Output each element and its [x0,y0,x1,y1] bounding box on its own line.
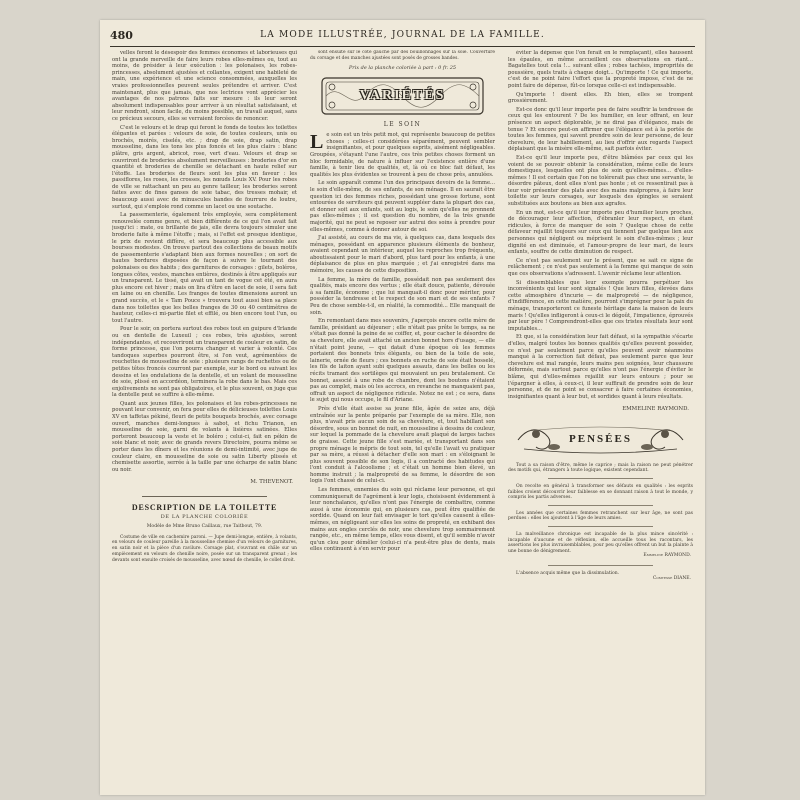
article-paragraph: J'ai assisté, au cours de ma vie, à quelques cas, dans lesquels des ménages, possédant en apparence plusieurs éléments de bonheur, avaient cependant un intérieur, auquel les reproches trop fréquents, aboutissaient pour le mari d'abord, plus tard pour les enfants, à une déplaisance de plus en plus marquée ; et j'ai enregistré dans ma mémoire, les causes de cette disposition. [310,235,495,275]
description-title: DESCRIPTION DE LA TOILETTE [131,503,278,512]
article-paragraph: éviter la dépense que l'on ferait en le remplaçant), elles haussent les épaules, en même accueillent ces observations en riant... Bagatelles tout cela !... suivant elles ; robes tachées, improprités de poussière, quels traits à chaque doigt... Qu'importe ! Ce qui importe, c'est de ne point faire l'effort que la propreté impose, c'est de ne point faire de dépense, fût-ce lorsque celle-ci est indispensable. [508,50,693,89]
magazine-page [100,20,705,795]
article-signature: EMMELINE RAYMOND. [622,406,689,413]
article-paragraph: La passementerie, également très employée, sera complètement renouvelée comme genre, et bien différente de ce qui l'on avait fait jusqu'ici : mate, ou brillante de jais, elle devra toujours simuler une broderie faite à même l'étoffe ; mais, si l'effet est presque identique, le prix de revient diffère, et sera beaucoup plus accessible aux bourses modestes. On trouve partout des collections de beaux motifs de passementerie s'adaptant bien aux formes nouvelles ; on sort de hautes bordures disposées de façon à suivre le tournant des polonaises ou des habits ; des garnitures de corsages : gilets, boléros, longues côtes, vestes, manches entières, destinés à être appliqués sur un transparent. Le tissé, qui avait un tant de vogue cet été, en aura plus encore cet hiver ; mais on lira d'être en lacet de soie, il sera fait en laine ou en chenille. Les franges de toutes dimensions auront un grand succès, et le « Tam Pouce » trouvera tout aussi bien sa place dans nos toilettes que les belles franges de 30 ou 40 centimètres de hauteur, celles-ci mi-partie filet et effilé, ou bien encore tout l'un, ou tout l'autre. [112,212,297,324]
column-right [508,50,693,790]
description-continuation: sont ensuite sur le côté gauche par des bouillonnages sur la soie. Couverture du corsage et des manches ajustées sont posés de grosses bandes. [310,50,495,61]
maxim-author: Comtesse DIANE. [652,575,691,581]
description-text: Costume de ville en cachemire paroni. — Jupe demi-longue, entière, à volants, en velours de couleur pareille à la mousseline chemise d'un velours de garnitures, en satin noir et la pièce d'un ravilure. Corsage plat, s'ouvrant en châle sur un empiècement en velours de chenille noire, posée sur un transparent grenat ; les devants sont ensuite croisés de mousseline, avec nœud de chenille, le collet droit. [112,534,297,563]
description-subtitle: DE LA PLANCHE COLORIÉE [160,514,249,520]
maxim-text: On recolte en général à transformer ses défauts en qualités : les esprits faibles croient découvrir leur faiblesse en se donnant raison à tout le monde, y compris les partis adverses. [508,484,693,501]
article-paragraph: En un mot, est-ce qu'il leur importe peu d'humilier leurs proches, de décourager leur affection, d'ébranler leur respect, en étant ridicules, à force de manquer de soin ? Quelque chose de cette défaveur rejaillit toujours sur ceux qui tiennent par quelque lien aux personnes qui négligent ou méprisent le soin d'elles-mêmes ; leur dignité en est diminuée, et l'amour-propre de leur mari, de leurs enfants, souffre de cette diminution de respect. [508,209,693,256]
article-paragraph: Et que, si la considération leur fait défaut, si la sympathie s'écarte d'elles, malgré toutes les bonnes qualités qu'elles peuvent posséder, ce n'est par seulement parce qu'elles peuvent avoir néanmoins manqué à la correction fait défaut, pas seulement parce que leur chevelure est mal rangée, leurs mains peu soignées, leur chaussure déformée, mais surtout parce qu'elles n'ont pas l'énergie d'éviter le blâme, qui d'elles-mêmes rejaillit sur leurs entours ; pour se l'épargner à elles, à ceux-ci, il leur suffirait de prendre soin de leur personne, et de ne point se consacrer à faire certaines économies, insignifiantes quant à leur but, et sordides quant à leurs résultats. [508,334,693,400]
column-middle [310,50,495,790]
page-number: 480 [110,29,133,42]
pensees-banner [514,423,687,457]
plate-price: Prix de la planche coloriée à part : 0 fr. 25 [348,64,457,71]
article-paragraph: e soin est un très petit mot, qui représente beaucoup de petites choses ; celles-ci considérées séparément, peuvent sembler insignifiantes, et pour quelques esprits, aisément négligeables. Groupées, s'étayant l'une l'autre, ces très petites choses forment un bloc formidable, de nature à influer sur l'existence entière d'une famille, à tenir lieu de qualités, et, là où ce bloc fait défaut, les qualités les plus évidentes se trouvent à peu de chose près, annulées. [310,132,495,178]
article-subtitle: LE SOIN [383,121,422,129]
article-paragraph: velles feront le désespoir des femmes économes et laborieuses qui ont la grande merveille de faire leurs robes elles-mêmes ou, tout au moins, de présider à leur exécution : les polonaises, les robes-princesses, absolument ajustées et collantes, exigent une habileté de main, une expérience et une science consommées, auxquelles les vraies professionnelles peuvent seules prétendre et arriver. C'est maintenant, plus que jamais, que nos lectrices vont apprécier les avantages de nos patrons faits sur mesure : ils leur seront absolument indispensables pour arriver à un résultat satisfaisant, et leur rendront, sinon facile, du moins possible, un travail auquel, sans ce précieux secours, elles se verraient forcées de renoncer. [112,50,297,122]
article-paragraph: Est-ce donc qu'il leur importe peu de faire souffrir la tendresse de ceux qui les entourent ? De les humilier, en leur offrant, en leur présence un aspect déplorable, je ne dirai pas d'élégance, mais de tenue ? Et encore peut-on affirmer que l'élégance est à la portée de toutes les femmes, qui savent prendre soin de leur personne, de leur chevelure, de leur habillement, au lieu d'offrir aux regards l'aspect déplaisant que la misère elle-même, sait parfois éviter. [508,106,693,153]
article-paragraph: Les femmes, ennemies du soin qui réclame leur personne, et qui communiquerait de l'agrément à leur logis, choisissent évidemment à leur nonchalance, qu'elles n'ont pas l'énergie de combattre, comme aussi à une économie qui, en plusieurs cas, peut être qualifiée de sordide. Quand on leur fait envisager le tort qu'elles causent à elles-mêmes, en négligeant sur elles les soins de propreté, en exhibant des mains aux ongles cerclés de noir, une chevelure trop sommairement rangée, etc., en même temps, elles vous disent, et qu'il semble n'avoir qu'un clou pour démêler (celui-ci n'a peut-être plus de dents, mais elles continuent à s'en servir pour [310,487,495,553]
journal-title: LA MODE ILLUSTRÉE, JOURNAL DE LA FAMILLE. [260,30,545,40]
article-paragraph: Ce n'est pas seulement sur le présent, que se sait ce signe de relâchement ; ce n'est pas seulement à la femme qui manque de soin que ces observations s'adressent. L'avenir réclame leur attention. [508,257,693,277]
model-credit: Modèle de Mme Bruno Caillaux, rue Taitbout, 79. [146,524,263,529]
article-signature: M. THEVENOT. [250,479,293,486]
article-paragraph: Qu'importe ! disent elles. Eh bien, elles se trompent grossièrement. [508,91,693,105]
article-paragraph: Près d'elle était assise sa jeune fille, âgée de seize ans, déjà entraînée sur la pente préparée par l'exemple de sa mère. Elle, non plus, n'avait pris aucun soin de sa chevelure, et, tout habillant son désordre, sous un bonnet de nuit, en mousseline à dessins de couleur, sur lequel la pommade de la chevelure avait plaqué de larges taches de graisse. Cette jeune fille s'est mariée, et transportant dans son propre ménage le mépris de tout soin, tel qu'elle l'avait vu pratiquer par sa mère, a réussi à détacher d'elle son mari : en s'éloignant le plus souvent possible de son logis, il a contracté des habitudes qui l'ont conduit à l'alcoolisme ; et c'était un homme bien élevé, un homme instruit ; la malpropreté de sa femme, le désordre de son logis l'ont chassé de celui-ci. [310,405,495,485]
maxim-text: Tout a sa raison d'être, même le caprice ; mais la raison ne peut pénétrer des motifs qui, étrangers à toute logique, existent cependant. [508,462,693,474]
article-paragraph: La femme, la mère de famille, possédait non pas seulement des qualités, mais encore des vertus ; elle était douce, patiente, dévouée à sa famille, économe ; que lui manquait-il donc pour mériter, pour posséder la tendresse et le respect de son mari et de ses enfants ? Peu de chose semble-t-il, en réalité, la commodité... Elle manquait de soin. [310,276,495,316]
column-left [112,50,297,790]
maxim-text: La malveillance chronique est incapable de la plus mince sincérité : incapable d'aucune et de réflexion, elle accueille tous les racontars, les assertions les plus invraisemblables, pour peu qu'elles offrent un but la plainte à une bonne de dénigrement. [508,532,693,554]
maxim-text: Les années que certaines femmes retranchent sur leur âge, ne sont pas perdues : elles les ajoutent à l'âge de leurs amies. [508,510,693,522]
article-paragraph: Pour le soir, on portera surtout des robes tout en guipure d'Irlande ou en dentelle de Luxeuil ; ces robes, très ajustées, seront indépendantes, et recouvriront un transparent de couleur en satin, de forme princesse, que l'on pourra changer et varier à volonté. Ces tandoques superbes pourront être, si l'on veut, agrémentées de rouchettes de mousseline de soie : plusieurs rangs de ruchettes ou de petites têtes froncés courront par exemple, sur le bord ou suivant les dessins et les ondulations de la dentelle, et un volant de mousseline de soie, plissé en accordéon, terminera la robe dans le bas. Mais ces enjolivements ne sont pas obligatoires, et le plus souvent, on juge que la dentelle peut se suffire à elle-même. [112,326,297,399]
article-paragraph: Quant aux jeunes filles, les polonaises et les robes-princesses ne pouvant leur convenir, on fera pour elles de délicieuses toilettes Louis XV en taffetas pékiné, fleuri de petits bouquets brochés, avec corsage ouvert, manches demi-longues à sabot, et fichu Trianon, en mousseline de soie, garni de volants à lisières satinées. Elles porteront beaucoup la veste et le boléro ; celui-ci, fait en pékin de soie blanc et noir, avec de grands revers Directoire, pourra même se porter dans les dîners et les réunions de demi-intimité, avec jupe de couleur claire, en mousseline de soie ou satin Liberty plissés et chemisette assortie, serrée à la taille par une écharpe de satin blanc ou noir. [112,400,297,473]
drop-cap-letter: L [310,131,324,154]
maxim-divider [548,505,653,506]
article-paragraph: C'est le velours et le drap qui feront le fonds de toutes les toilettes élégantes et parées : velours de soie, de toutes couleurs, unis ou brochés, moirés, ciselés, etc. ; drap de soie, drap satin, drap mousseline, dans les tons les plus foncés et les plus clairs : blanc plâtre, gris argent, abricot, rose, vert d'eau. Velours et drap se couvriront de broderies absolument merveilleuses : broderies d'or en quantité et broderies de chenille se détachant en haute relief sur l'étoffe. Les broderies de fleurs sont les plus en faveur : les passiflores, les roses, les crosses, les nœuds Louis XV. Pour les robes de ville se rattachant un peu au genre tailleur, les broderies seront faites avec de fines ganses de soie tabac, des tresses mohair, et beaucoup aussi avec de minuscules bandes de fourrure de loutre, surtout, qui s'emploie rond comme un lacet ou une soutache. [112,124,297,210]
maxim-divider [548,526,653,527]
varietes-title: VARIÉTÉS [359,88,446,104]
article-paragraph: Est-ce qu'il leur importe peu, d'être blâmées par ceux qui les voient de se pouvoir obtenir la considération, même celle de leurs domestiques, lesquelles ont plus de soin qu'elles-mêmes... d'elles-mêmes ! Il est certain que l'on ne tolérerait pas chez une servante, le désordre pâteux, dont elles n'ont pas honte ; et ce ressentirait pas à leur voir présenter des plats avec des mains malpropres, à faire leur toilette sur leurs corsages, sur lesquels des épingles se seraient substituées aux boutons au bien aux agrafes. [508,154,693,208]
article-paragraph: Si dissemblables que leur exemple pourra perpétuer les inconvénients qui leur sont signalés ! Que leurs filles, élevées dans cette atmosphère d'incurie — de malpropreté — de négligence, d'indifférence, en cette matière, pourront s'imprégner pour la paix du ménage, transporteront ce funeste héritage dans la maison de leurs maris ! Qu'elles infligeront à ceux-ci le dégoût, l'impatience, éprouvés par leur père ! Comprendront-elles que ces tristes résultats leur sont imputables... [508,279,693,332]
maxim-divider [548,565,653,566]
maxim-divider [548,478,653,479]
article-body [310,132,495,178]
pensees-title: PENSÉES [569,432,632,445]
varietes-banner [320,75,485,117]
article-paragraph: En remontant dans mes souvenirs, j'aperçois encore cette mère de famille, présidant au déjeuner ; elle n'était pas prête le temps, sa ne s'était pas donné la peine de se coiffer, et, pour cacher le désordre de sa chevelure, elle avait attaché un ancien bonnet hors d'usage, — elle n'était point jeune, — qui datait d'une époque où les femmes portaient des bonnets très élégants, ou bien de la toile de soie, lainerie, ornée de fleurs ; ces bonnets en ruche de soie était bosselé, les fils de laiton ayant subi quelques assauts, dans les belles ou les récits tramant des sortilèges qui mouvaient un peu brutalement. Ce bonnet, associé à une robe de chambre, dont les boutons n'étaient pas au complet, mais où les accrocs, en revanche ne manquaient pas, offrait un aspect de négligence ridicule. Notez ne est ; ce sera, dans le sujet qui nous occupe, le fil d'Ariane. [310,318,495,404]
maxim-text: L'absence acquis même que la dissimulation. [516,571,620,576]
article-paragraph: Le soin apparaît comme l'un des principaux devoirs de la femme... le soin d'elle-même, de ses enfants, de son ménage. Il en saurait être question ici des femmes riches, possédant une grosse fortune, sont entourées de serviteurs qui peuvent suppléer dans la plupart des cas, et donner soit aux enfants, soit au logis, le soin qu'elles ne prennent pas elles-mêmes ; il est question du nombre, de la très grande majorité, qui ne peut se reposer sur autrui des soins à prendre pour elles-mêmes, comme à donner autour de soi. [310,180,495,233]
maxim-author: Emmeline RAYMOND. [643,553,691,559]
section-divider [142,496,267,497]
page-header [110,28,695,47]
